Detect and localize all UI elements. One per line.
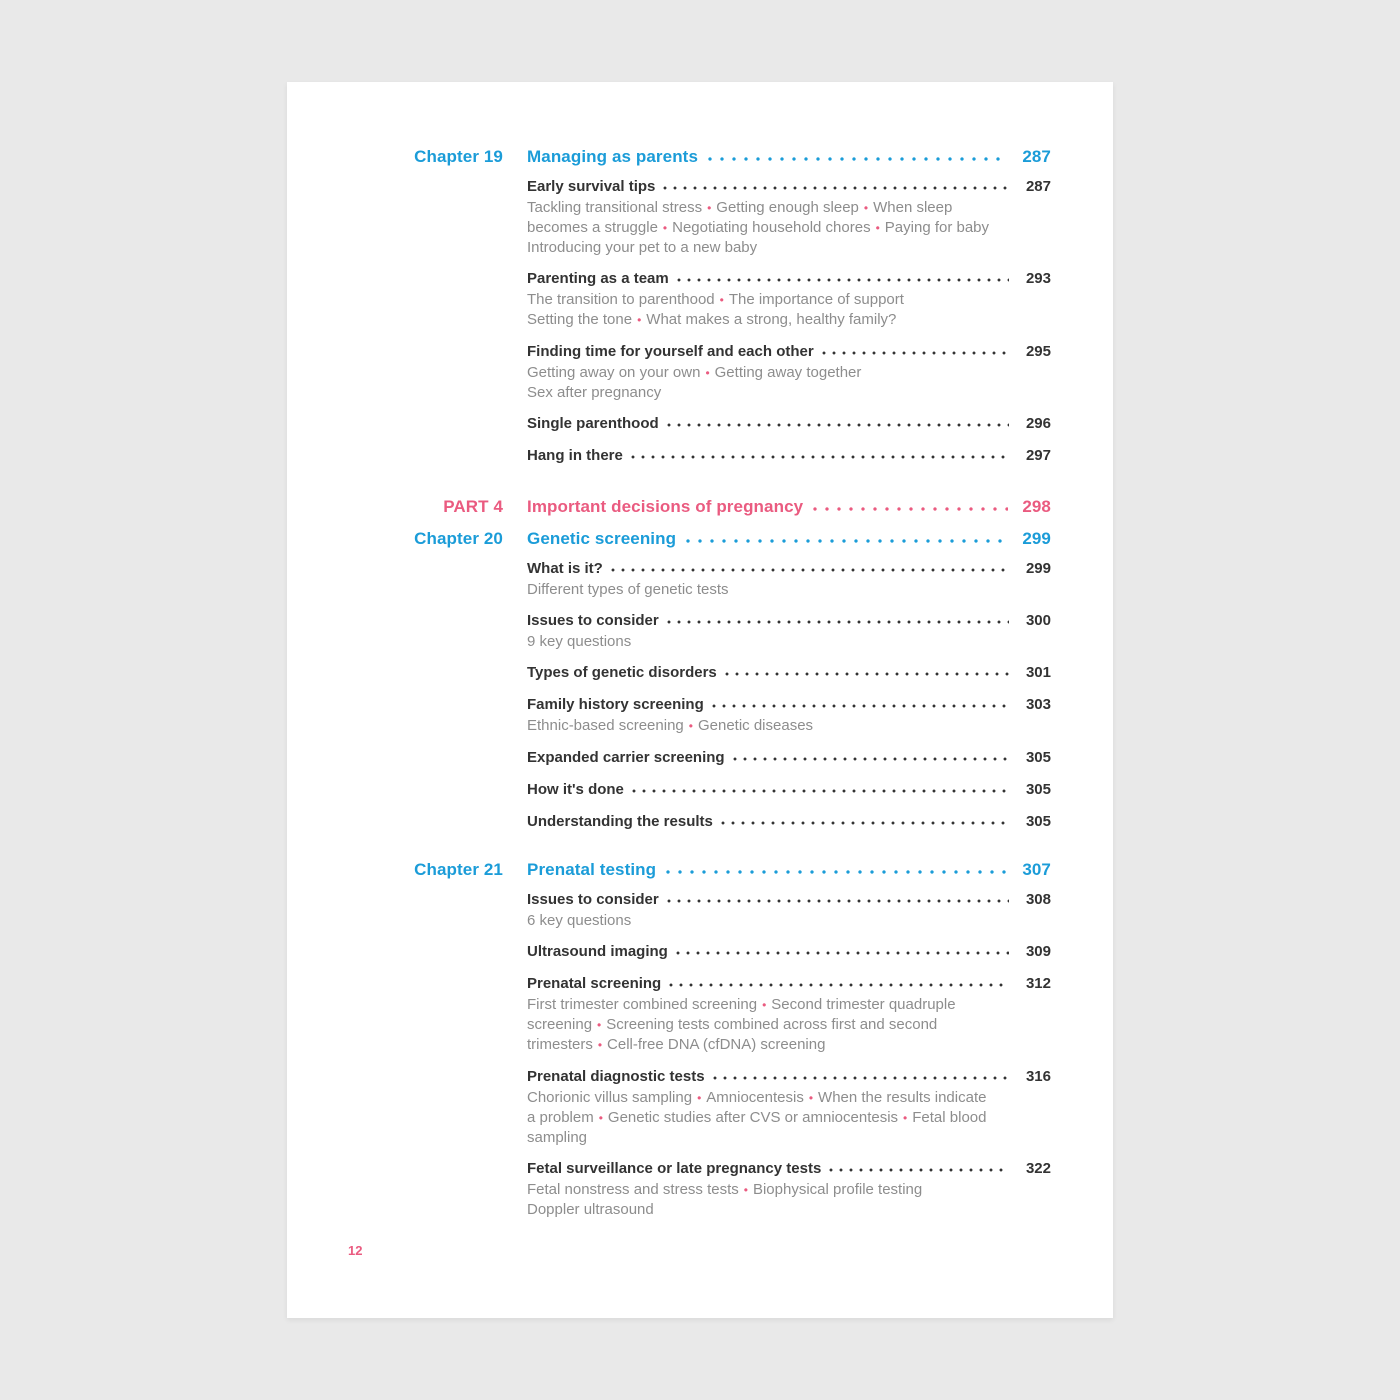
toc-section <box>287 528 1113 832</box>
dot-leader <box>826 1159 1009 1179</box>
bullet-separator-icon: • <box>705 366 710 380</box>
dot-leader <box>718 812 1009 832</box>
entry-page-number: 305 <box>1025 781 1051 798</box>
dot-leader <box>629 780 1009 800</box>
section-page-number: 307 <box>1022 860 1051 879</box>
toc-section <box>287 859 1113 1219</box>
bullet-separator-icon: • <box>662 221 668 235</box>
dot-leader <box>710 1067 1009 1087</box>
entry-page-number: 312 <box>1025 975 1051 992</box>
toc-entry <box>527 780 1051 800</box>
dot-leader <box>660 177 1009 197</box>
entry-description: Getting away on your own • Getting away together Sex after pregnancy <box>527 364 862 401</box>
dot-leader <box>722 663 1009 683</box>
entry-page-number: 295 <box>1025 343 1051 360</box>
toc-entry <box>527 748 1051 768</box>
dot-leader <box>682 528 1008 550</box>
entry-page-number: 301 <box>1025 664 1051 681</box>
toc-section <box>287 496 1113 518</box>
section-heading-row <box>287 146 1113 168</box>
toc-entry <box>527 942 1051 962</box>
dot-leader <box>809 496 1008 518</box>
toc-entry <box>527 611 1051 651</box>
entry-page-number: 299 <box>1025 560 1051 577</box>
toc-entry <box>527 177 1051 257</box>
section-heading-row <box>287 859 1113 881</box>
entry-title: What is it? <box>527 560 603 577</box>
entry-page-number: 316 <box>1025 1068 1051 1085</box>
toc <box>287 82 1113 1219</box>
dot-leader <box>628 446 1009 466</box>
bullet-separator-icon: • <box>597 1038 603 1052</box>
entry-title: Prenatal screening <box>527 975 662 992</box>
dot-leader <box>608 559 1009 579</box>
toc-section <box>287 146 1113 466</box>
book-page <box>287 82 1113 1318</box>
section-page-number: 287 <box>1022 147 1051 166</box>
entry-description: Ethnic-based screening • Genetic diseases <box>527 717 814 734</box>
bullet-separator-icon: • <box>863 201 869 215</box>
section-title: Prenatal testing <box>527 860 657 879</box>
section-label: PART 4 <box>443 497 503 516</box>
dot-leader <box>674 269 1009 289</box>
entry-description: The transition to parenthood • The importance of support Setting the tone • What makes a strong, healthy family? <box>527 291 904 328</box>
section-label: Chapter 21 <box>414 860 503 879</box>
bullet-separator-icon: • <box>637 313 642 327</box>
section-title: Genetic screening <box>527 529 677 548</box>
entry-description: Chorionic villus sampling • Amniocentesis • When the results indicate a problem • Genetic studies after CVS or amniocentesis • Fetal blood sampling <box>527 1089 987 1146</box>
entry-title: Early survival tips <box>527 178 656 195</box>
section-heading-row <box>287 496 1113 518</box>
entry-description: Tackling transitional stress • Getting enough sleep • When sleep becomes a struggle • Negotiating household chores • Paying for baby Introducing your pet to a new baby <box>527 199 990 256</box>
toc-entry <box>527 1159 1051 1219</box>
entry-description: Different types of genetic tests <box>527 581 729 598</box>
bullet-separator-icon: • <box>707 201 712 215</box>
bullet-separator-icon: • <box>808 1091 814 1105</box>
entry-title: How it's done <box>527 781 624 798</box>
bullet-separator-icon: • <box>598 1111 603 1125</box>
entry-description: First trimester combined screening • Second trimester quadruple screening • Screening tests combined across first and second trimesters • Cell-free DNA (cfDNA) screening <box>527 996 956 1053</box>
toc-entry <box>527 269 1051 330</box>
entry-description: Fetal nonstress and stress tests • Biophysical profile testing Doppler ultrasound <box>527 1181 923 1218</box>
entry-description: 9 key questions <box>527 633 632 650</box>
dot-leader <box>664 611 1009 631</box>
page-number-folio: 12 <box>348 1243 363 1258</box>
bullet-separator-icon: • <box>597 1018 602 1032</box>
entry-title: Hang in there <box>527 447 623 464</box>
entry-page-number: 293 <box>1025 270 1051 287</box>
entry-page-number: 308 <box>1025 891 1051 908</box>
toc-entry <box>527 812 1051 832</box>
entry-page-number: 303 <box>1025 696 1051 713</box>
entry-page-number: 305 <box>1025 813 1051 830</box>
toc-entry <box>527 559 1051 599</box>
dot-leader <box>666 974 1009 994</box>
section-heading-row <box>287 528 1113 550</box>
section-label: Chapter 20 <box>414 529 503 548</box>
bullet-separator-icon: • <box>875 221 880 235</box>
entry-title: Prenatal diagnostic tests <box>527 1068 705 1085</box>
entry-title: Understanding the results <box>527 813 713 830</box>
dot-leader <box>673 942 1009 962</box>
toc-entry <box>527 342 1051 402</box>
entry-title: Fetal surveillance or late pregnancy tests <box>527 1160 822 1177</box>
dot-leader <box>662 859 1008 881</box>
dot-leader <box>819 342 1009 362</box>
dot-leader <box>664 890 1009 910</box>
entry-title: Issues to consider <box>527 891 659 908</box>
toc-entry <box>527 446 1051 466</box>
dot-leader <box>709 695 1009 715</box>
bullet-separator-icon: • <box>719 293 724 307</box>
dot-leader <box>730 748 1009 768</box>
entry-title: Parenting as a team <box>527 270 669 287</box>
entry-page-number: 300 <box>1025 612 1051 629</box>
entry-title: Issues to consider <box>527 612 659 629</box>
entry-title: Family history screening <box>527 696 704 713</box>
entry-page-number: 322 <box>1025 1160 1051 1177</box>
dot-leader <box>704 146 1008 168</box>
toc-entry <box>527 890 1051 930</box>
entry-title: Single parenthood <box>527 415 659 432</box>
toc-entry <box>527 663 1051 683</box>
toc-entry <box>527 974 1051 1055</box>
entry-page-number: 287 <box>1025 178 1051 195</box>
entry-title: Finding time for yourself and each other <box>527 343 814 360</box>
dot-leader <box>664 414 1009 434</box>
entry-page-number: 305 <box>1025 749 1051 766</box>
entry-page-number: 309 <box>1025 943 1051 960</box>
section-title: Important decisions of pregnancy <box>527 497 804 516</box>
entry-title: Expanded carrier screening <box>527 749 725 766</box>
entry-title: Types of genetic disorders <box>527 664 717 681</box>
bullet-separator-icon: • <box>903 1111 908 1125</box>
entry-page-number: 297 <box>1025 447 1051 464</box>
entry-title: Ultrasound imaging <box>527 943 668 960</box>
toc-entry <box>527 695 1051 736</box>
section-page-number: 298 <box>1022 497 1051 516</box>
entry-description: 6 key questions <box>527 912 632 929</box>
entry-page-number: 296 <box>1025 415 1051 432</box>
bullet-separator-icon: • <box>762 998 767 1012</box>
section-label: Chapter 19 <box>414 147 503 166</box>
bullet-separator-icon: • <box>743 1183 748 1197</box>
bullet-separator-icon: • <box>697 1091 702 1105</box>
toc-entry <box>527 1067 1051 1147</box>
toc-entry <box>527 414 1051 434</box>
bullet-separator-icon: • <box>688 719 693 733</box>
section-title: Managing as parents <box>527 147 698 166</box>
section-page-number: 299 <box>1022 529 1051 548</box>
